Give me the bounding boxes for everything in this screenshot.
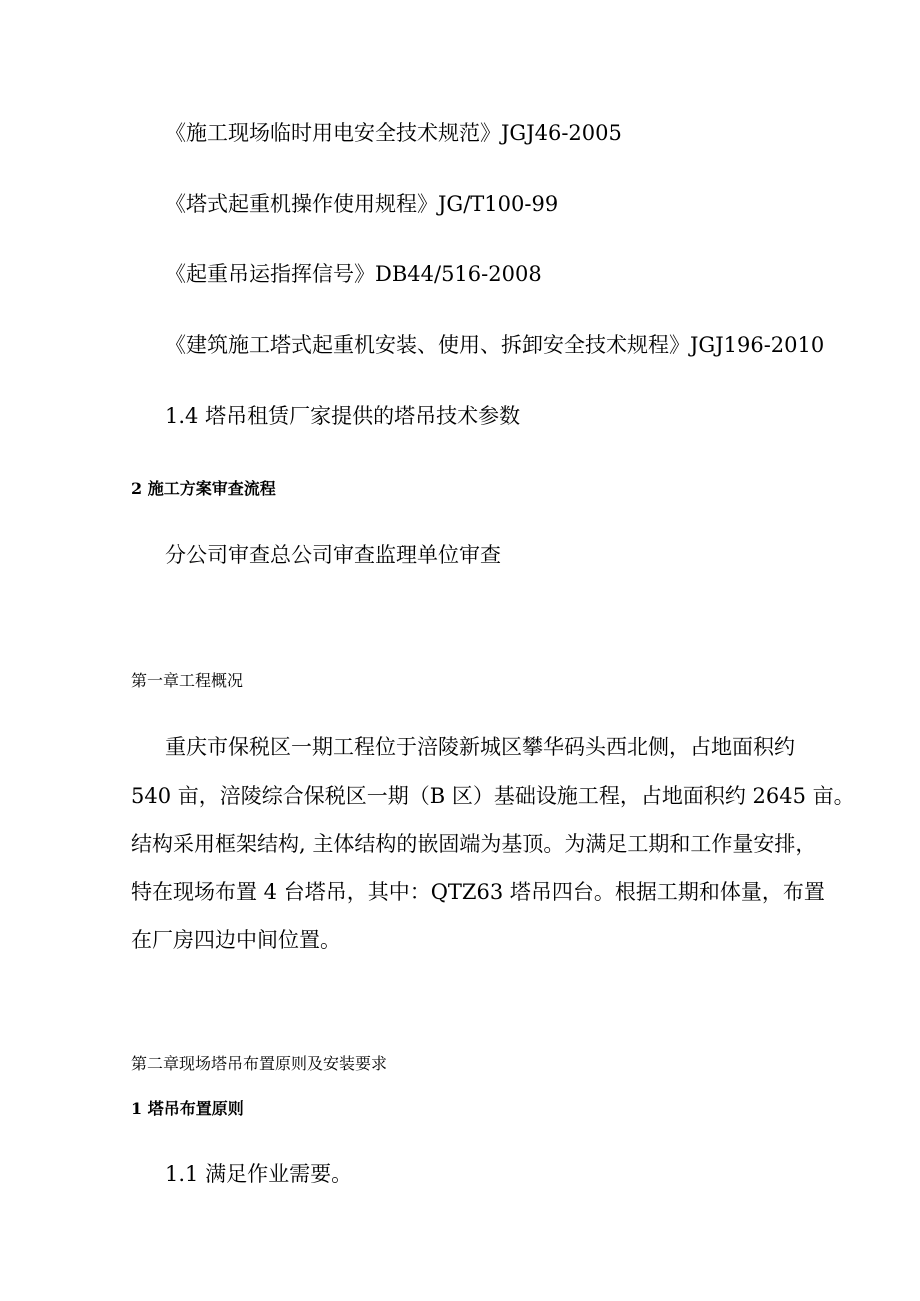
paragraph-line: 重庆市保税区一期工程位于涪陵新城区攀华码头西北侧，占地面积约 bbox=[165, 735, 795, 759]
chapter-2-heading: 第二章现场塔吊布置原则及安装要求 bbox=[131, 1054, 388, 1073]
section-1-heading: 1 塔吊布置原则 bbox=[131, 1099, 244, 1118]
section-2-heading: 2 施工方案审查流程 bbox=[131, 479, 276, 498]
review-flow-text: 分公司审查总公司审查监理单位审查 bbox=[165, 543, 501, 567]
section-1-4-heading: 1.4 塔吊租赁厂家提供的塔吊技术参数 bbox=[165, 404, 521, 428]
paragraph-line: 540 亩，涪陵综合保税区一期（B 区）基础设施工程，占地面积约 2645 亩。 bbox=[131, 784, 855, 808]
reference-item: 《建筑施工塔式起重机安装、使用、拆卸安全技术规程》JGJ196-2010 bbox=[165, 333, 825, 357]
reference-item: 《施工现场临时用电安全技术规范》JGJ46-2005 bbox=[165, 121, 622, 145]
reference-item: 《塔式起重机操作使用规程》JG/T100-99 bbox=[165, 192, 559, 216]
subsection-1-1-text: 1.1 满足作业需要。 bbox=[165, 1162, 353, 1186]
paragraph-line: 特在现场布置 4 台塔吊，其中：QTZ63 塔吊四台。根据工期和体量，布置 bbox=[131, 880, 825, 904]
chapter-1-heading: 第一章工程概况 bbox=[131, 671, 244, 690]
reference-item: 《起重吊运指挥信号》DB44/516-2008 bbox=[165, 262, 542, 286]
paragraph-line: 结构采用框架结构, 主体结构的嵌固端为基顶。为满足工期和工作量安排， bbox=[131, 832, 817, 856]
paragraph-line: 在厂房四边中间位置。 bbox=[131, 928, 341, 952]
